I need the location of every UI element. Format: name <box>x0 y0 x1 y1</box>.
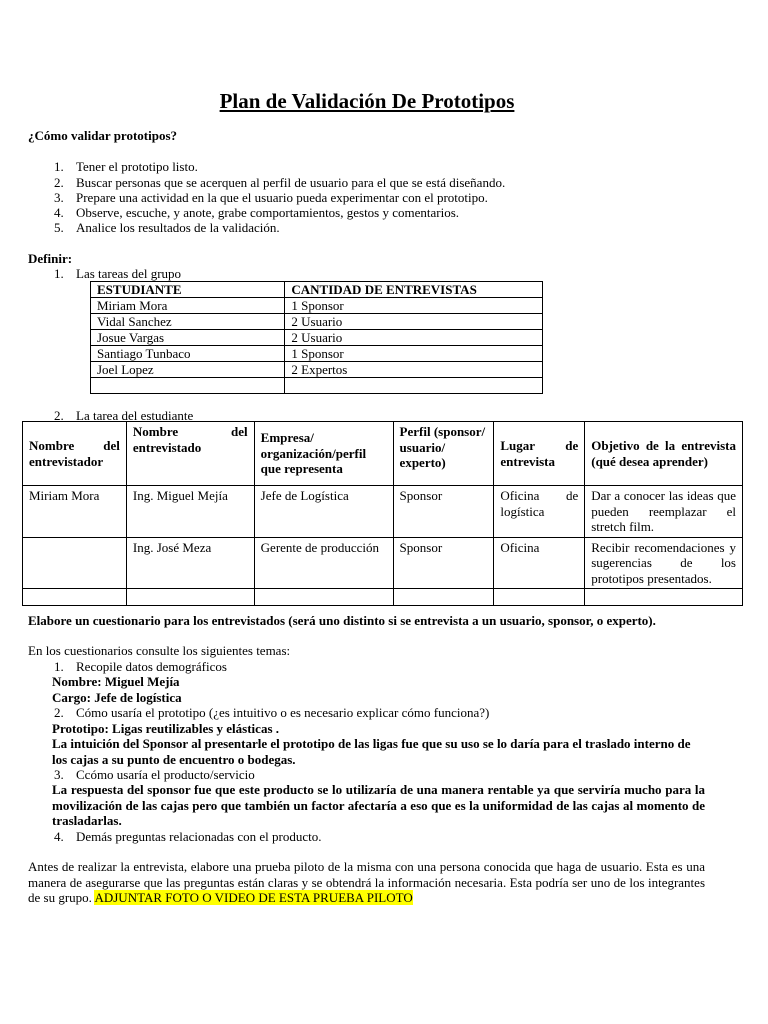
header-cell: Nombre del entrevistado <box>126 422 254 486</box>
table-cell: Miriam Mora <box>91 298 285 314</box>
answer-intuicion: La intuición del Sponsor al presentarle el prototipo de las ligas fue que su uso se lo daría para el traslado interno de los cajas a su punto de encuentro o bodegas. <box>52 736 691 767</box>
table-cell: Santiago Tunbaco <box>91 346 285 362</box>
table-row <box>23 589 743 606</box>
answer-respuesta: La respuesta del sponsor fue que este producto se lo utilizaría de una manera rentable ya que serviría mucho para la movilización de las cajas pero que también un factor afectaría a eso que es la uniformidad de las cajas al momento de trasladarlas. <box>52 782 705 828</box>
table-cell <box>126 589 254 606</box>
table-cell: Recibir recomendaciones y sugerencias de los prototipos presentados. <box>585 537 743 589</box>
table-row <box>23 486 743 538</box>
document-page: Plan de Validación De Prototipos ¿Cómo validar prototipos? 1. Tener el prototipo listo. 2. Buscar personas que se acerquen al perfil de usuario para el que se está diseñando. 3. Prepare una actividad en la que el usuario pueda experimentar con el prototipo. 4. Observe, escuche, y anote, grabe comportamientos, gestos y comentarios. 5. Analice los resultados de la validación. Definir: 1. Las tareas del grupo ESTUDIANTE CANTIDAD DE ENTREVISTAS Miriam Mora 1 Sponsor Vidal Sanchez 2 Usuario Josue Vargas 2 Usuario Santiago Tunbaco 1 Sponsor Joel Lopez 2 Expertos 2. La tarea del estudiante Nombre del entrevistador Nombre del entrevistado Empresa/ organización/perfil que representa Perfil (sponsor/ usuario/ experto) Lugar de entrevista Objetivo de la entrevista (qué desea aprender) Miriam Mora Ing. Miguel Mejía Jefe de Logística Sponsor Oficina de logística Dar a conocer las ideas que pueden reemplazar el stretch film. Ing. José Meza Gerente de producción Sponsor Oficina Recibir recomendaciones y sugerencias de los prototipos presentados. Elabore un cuestionario para los entrevistados (será uno distinto si se entrevista a un usuario, sponsor, o experto). En los cuestionarios consulte los siguientes temas: 1. Recopile datos demográficos Nombre: Miguel Mejía Cargo: Jefe de logística 2. Cómo usaría el prototipo (¿es intuitivo o es necesario explicar cómo funciona?) Prototipo: Ligas reutilizables y elásticas . La intuición del Sponsor al presentarle el prototipo de las ligas fue que su uso se lo daría para el traslado interno de los cajas a su punto de encuentro o bodegas. 3. Ccómo usaría el producto/servicio La respuesta del sponsor fue que este producto se lo utilizaría de una manera rentable ya que serviría mucho para la movilización de las cajas pero que también un factor afectaría a eso que es la uniformidad de las cajas al momento de trasladarlas. 4. Demás preguntas relacionadas con el producto. Antes de realizar la entrevista, elabore una prueba piloto de la misma con una persona conocida que haga de usuario. Esta es una manera de asegurarse que las preguntas están claras y se obtendrá la información necesaria. Esta podría ser uno de los integrantes de su grupo. ADJUNTAR FOTO O VIDEO DE ESTA PRUEBA PILOTO <box>0 0 768 1024</box>
answer-cargo: Cargo: Jefe de logística <box>52 690 182 705</box>
answer-prototipo: Prototipo: Ligas reutilizables y elásticas . <box>52 721 279 736</box>
table-cell <box>91 378 285 394</box>
table-cell: Gerente de producción <box>254 537 393 589</box>
table-cell: Vidal Sanchez <box>91 314 285 330</box>
table-cell <box>254 589 393 606</box>
table-cell: 1 Sponsor <box>285 298 543 314</box>
table-cell: Oficina de logística <box>494 486 585 538</box>
table-cell: Joel Lopez <box>91 362 285 378</box>
header-cell: Empresa/ organización/perfil que representa <box>254 422 393 486</box>
table-cell: Ing. José Meza <box>126 537 254 589</box>
pilot-paragraph <box>28 859 705 906</box>
table-cell: Sponsor <box>393 537 494 589</box>
table-row <box>91 314 543 330</box>
student-task-table <box>22 421 743 606</box>
table-cell: 2 Expertos <box>285 362 543 378</box>
table-cell: Ing. Miguel Mejía <box>126 486 254 538</box>
table-cell: 2 Usuario <box>285 330 543 346</box>
header-cell: Objetivo de la entrevista (qué desea aprender) <box>585 422 743 486</box>
table-cell <box>285 378 543 394</box>
table-cell: Oficina <box>494 537 585 589</box>
table-cell: Miriam Mora <box>23 486 127 538</box>
header-cell: ESTUDIANTE <box>91 282 285 298</box>
table-cell <box>23 589 127 606</box>
header-cell: Nombre del entrevistador <box>23 422 127 486</box>
table-cell <box>585 589 743 606</box>
table-cell: Sponsor <box>393 486 494 538</box>
definir-heading: Definir: <box>28 251 73 266</box>
table-cell: 1 Sponsor <box>285 346 543 362</box>
group-tasks-table <box>90 281 543 394</box>
table-cell: 2 Usuario <box>285 314 543 330</box>
table-header-row <box>91 282 543 298</box>
table-cell <box>393 589 494 606</box>
header-cell: CANTIDAD DE ENTREVISTAS <box>285 282 543 298</box>
table-row <box>91 378 543 394</box>
table-row <box>23 537 743 589</box>
header-cell: Lugar de entrevista <box>494 422 585 486</box>
table-row <box>91 362 543 378</box>
table-row <box>91 346 543 362</box>
questionnaire-instruction: Elabore un cuestionario para los entrevistados (será uno distinto si se entrevista a un usuario, sponsor, o experto). <box>28 613 656 628</box>
table-cell: Dar a conocer las ideas que pueden reemplazar el stretch film. <box>585 486 743 538</box>
page-title: Plan de Validación De Prototipos <box>219 89 515 113</box>
table-cell <box>23 537 127 589</box>
table-row <box>91 298 543 314</box>
table-row <box>91 330 543 346</box>
table-cell: Jefe de Logística <box>254 486 393 538</box>
topics-intro: En los cuestionarios consulte los siguientes temas: <box>28 643 291 658</box>
header-cell: Perfil (sponsor/ usuario/ experto) <box>393 422 494 486</box>
answer-nombre: Nombre: Miguel Mejía <box>52 674 180 689</box>
table-cell <box>494 589 585 606</box>
table-cell: Josue Vargas <box>91 330 285 346</box>
attach-highlight: ADJUNTAR FOTO O VIDEO DE ESTA PRUEBA PILOTO <box>94 890 413 905</box>
question-heading: ¿Cómo validar prototipos? <box>28 128 178 143</box>
table-header-row <box>23 422 743 486</box>
pilot-text: Antes de realizar la entrevista, elabore una prueba piloto de la misma con una persona conocida que haga de usuario. Esta es una manera de asegurarse que las preguntas están claras y se obtendrá la información necesaria. Esta podría ser uno de los integrantes de su grupo. <box>28 859 705 905</box>
